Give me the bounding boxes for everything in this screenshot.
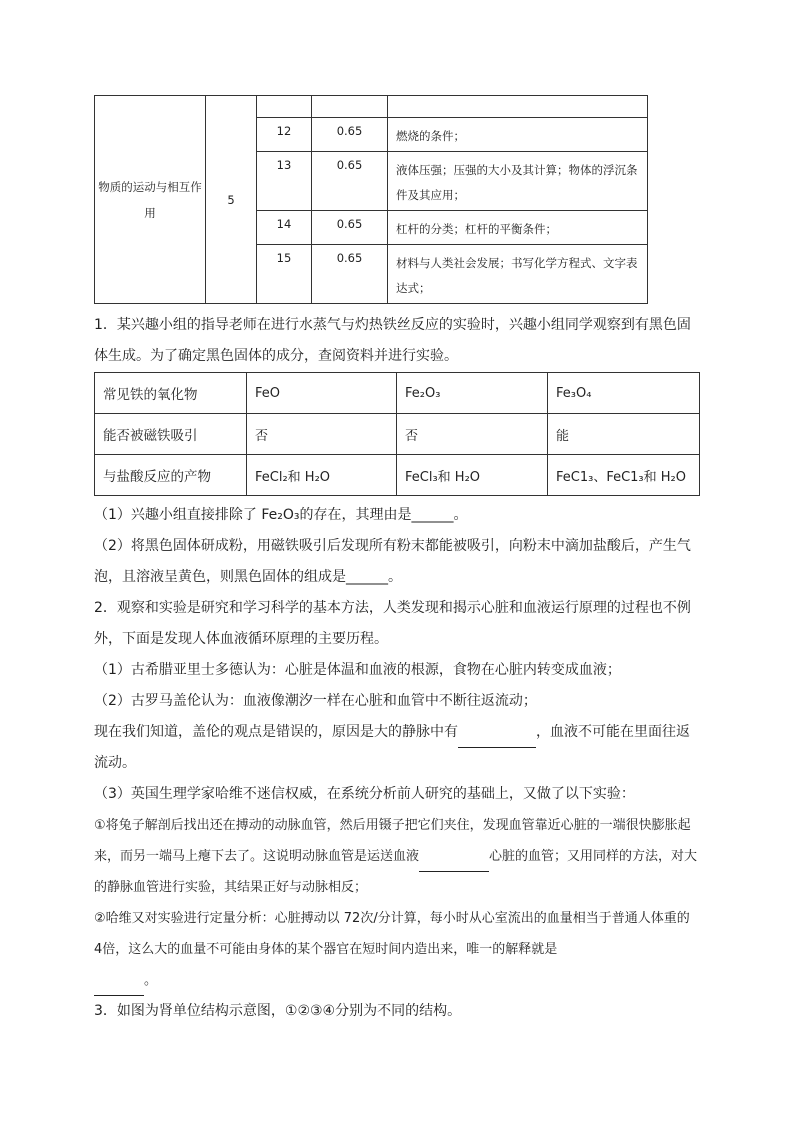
table-row bbox=[95, 455, 700, 496]
knowledge-table bbox=[94, 95, 648, 304]
table-cell: Fe₃O₄ bbox=[548, 373, 700, 414]
table-cell: FeCl₃和 H₂O bbox=[397, 455, 548, 496]
q1-sub2: （2）将黑色固体研成粉，用磁铁吸引后发现所有粉末都能被吸引，向粉末中滴加盐酸后，产生气泡，且溶液呈黄色，则黑色固体的组成是______。 bbox=[94, 538, 691, 585]
table-cell: FeCl₂和 H₂O bbox=[247, 455, 397, 496]
q2-c2 bbox=[94, 903, 700, 996]
answer-blank[interactable] bbox=[458, 729, 536, 748]
table-cell: Fe₂O₃ bbox=[397, 373, 548, 414]
table-cell: 常见铁的氧化物 bbox=[95, 373, 247, 414]
table-cell: 否 bbox=[247, 414, 397, 455]
table-cell: 否 bbox=[397, 414, 548, 455]
knowledge-cell bbox=[388, 96, 648, 118]
question-body bbox=[94, 500, 700, 1027]
table-cell: FeC1₃、FeC1₃和 H₂O bbox=[548, 455, 700, 496]
table-cell: 与盐酸反应的产物 bbox=[95, 455, 247, 496]
difficulty-cell: 0.65 bbox=[312, 211, 388, 245]
num-cell: 15 bbox=[257, 245, 312, 304]
answer-blank[interactable] bbox=[94, 977, 144, 996]
q2-s1: （1）古希腊亚里士多德认为：心脏是体温和血液的根源，食物在心脏内转变成血液； bbox=[94, 662, 621, 678]
q2-stem: 2．观察和实验是研究和学习科学的基本方法，人类发现和揭示心脏和血液运行原理的过程也不例外，下面是发现人体血液循环原理的主要历程。 bbox=[94, 600, 691, 647]
table-cell: 能 bbox=[548, 414, 700, 455]
num-cell: 12 bbox=[257, 118, 312, 152]
difficulty-cell: 0.65 bbox=[312, 152, 388, 211]
q2-s2b-pre: 现在我们知道，盖伦的观点是错误的，原因是大的静脉中有 bbox=[94, 724, 458, 740]
q2-c1 bbox=[94, 810, 700, 903]
num-cell: 14 bbox=[257, 211, 312, 245]
subject-cell: 物质的运动与相互作用 bbox=[95, 96, 206, 304]
score-cell: 5 bbox=[206, 96, 257, 304]
q2-c1-post: 心脏的血管；又用同样的方法，对大的静脉血管进行实验，其结果正好与动脉相反； bbox=[94, 849, 698, 895]
q1-stem-text: 1．某兴趣小组的指导老师在进行水蒸气与灼热铁丝反应的实验时，兴趣小组同学观察到有黑色固体生成。为了确定黑色固体的成分，查阅资料并进行实验。 bbox=[94, 317, 691, 364]
knowledge-cell: 液体压强；压强的大小及其计算；物体的浮沉条件及其应用； bbox=[388, 152, 648, 211]
q2-s2b bbox=[94, 717, 700, 779]
knowledge-cell: 杠杆的分类；杠杆的平衡条件； bbox=[388, 211, 648, 245]
table-row bbox=[95, 414, 700, 455]
q2-s3: （3）英国生理学家哈维不迷信权威，在系统分析前人研究的基础上，又做了以下实验： bbox=[94, 786, 635, 802]
table-cell: FeO bbox=[247, 373, 397, 414]
q1-sub1: （1）兴趣小组直接排除了 Fe₂O₃的存在，其理由是______。 bbox=[94, 507, 468, 523]
iron-oxide-table bbox=[94, 372, 700, 496]
q2-s2: （2）古罗马盖伦认为：血液像潮汐一样在心脏和血管中不断往返流动； bbox=[94, 693, 537, 709]
num-cell: 13 bbox=[257, 152, 312, 211]
answer-blank[interactable] bbox=[419, 853, 489, 872]
knowledge-cell: 材料与人类社会发展；书写化学方程式、文字表达式； bbox=[388, 245, 648, 304]
difficulty-cell: 0.65 bbox=[312, 245, 388, 304]
q1-stem bbox=[94, 310, 700, 372]
q2-c2-end: 。 bbox=[144, 973, 158, 988]
difficulty-cell: 0.65 bbox=[312, 118, 388, 152]
table-row bbox=[95, 373, 700, 414]
num-cell bbox=[257, 96, 312, 118]
knowledge-cell: 燃烧的条件； bbox=[388, 118, 648, 152]
q2-c2-text: ②哈维又对实验进行定量分析：心脏搏动以 72次/分计算，每小时从心室流出的血量相当于普通人体重的 4倍，这么大的血量不可能由身体的某个器官在短时间内造出来，唯一的解释就是 bbox=[94, 911, 690, 957]
q2-c1-pre: ①将兔子解剖后找出还在搏动的动脉血管，然后用镊子把它们夹住，发现血管靠近心脏的一端很快膨胀起来，而另一端马上瘪下去了。这说明动脉血管是运送血液 bbox=[94, 818, 691, 864]
difficulty-cell bbox=[312, 96, 388, 118]
q3-stem: 3．如图为肾单位结构示意图，①②③④分别为不同的结构。 bbox=[94, 1003, 462, 1019]
table-cell: 能否被磁铁吸引 bbox=[95, 414, 247, 455]
q2-s2b-post: ，血液不可能在里面往返流动。 bbox=[94, 724, 690, 771]
